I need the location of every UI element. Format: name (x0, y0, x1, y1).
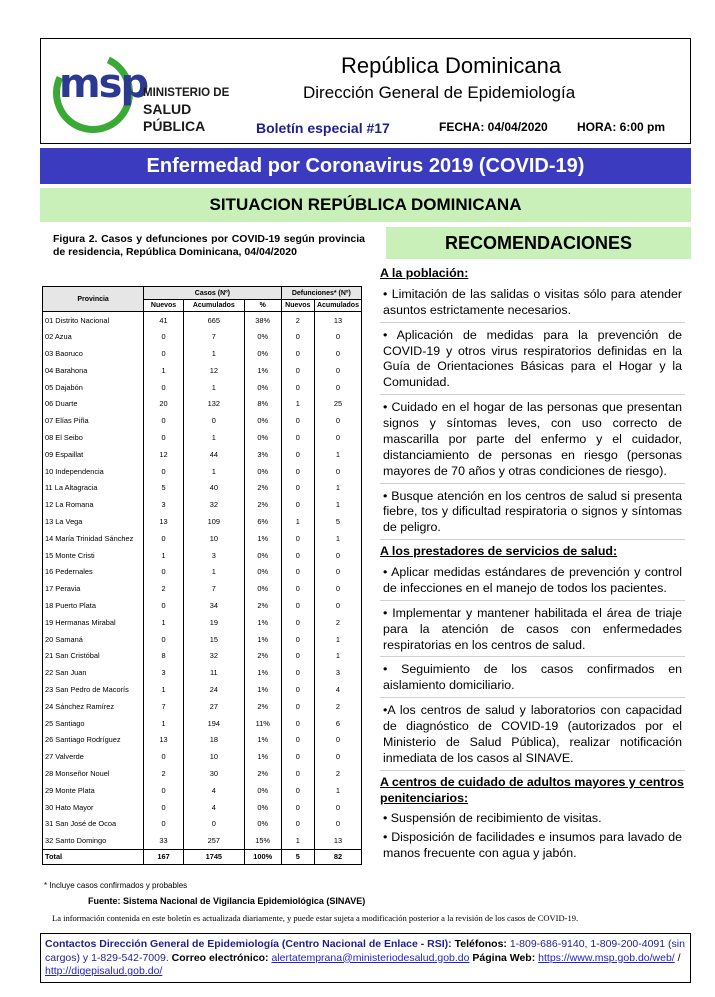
value-cell: 0% (244, 412, 281, 429)
value-cell: 0 (281, 496, 314, 513)
table-row (43, 547, 362, 564)
value-cell: 1 (144, 614, 184, 631)
value-cell: 257 (183, 832, 244, 849)
table-row (43, 395, 362, 412)
province-cell: 23 San Pedro de Macorís (43, 681, 144, 698)
value-cell: 3 (314, 664, 361, 681)
province-cell: 29 Monte Plata (43, 782, 144, 799)
value-cell: 5 (314, 513, 361, 530)
value-cell: 1 (314, 631, 361, 648)
value-cell: 7 (183, 580, 244, 597)
value-cell: 15% (244, 832, 281, 849)
value-cell: 0% (244, 799, 281, 816)
total-def-nuevos: 5 (281, 849, 314, 864)
table-row (43, 362, 362, 379)
table-row (43, 731, 362, 748)
value-cell: 0 (144, 328, 184, 345)
disclaimer: La información contenida en este boletín es actualizada diariamente, y puede estar sujeta a modificación posterior a la revisión de los casos de COVID-19. (52, 913, 579, 923)
province-cell: 24 Sánchez Ramírez (43, 698, 144, 715)
recommendations-panel (380, 262, 685, 863)
table-row (43, 513, 362, 530)
table-row (43, 782, 362, 799)
value-cell: 12 (144, 446, 184, 463)
value-cell: 33 (144, 832, 184, 849)
value-cell: 15 (183, 631, 244, 648)
value-cell: 0 (281, 547, 314, 564)
value-cell: 0 (281, 731, 314, 748)
cases-by-province-table (42, 286, 362, 865)
value-cell: 8 (144, 647, 184, 664)
rec-item: • Seguimiento de los casos confirmados en aislamiento domiciliario. (380, 660, 685, 698)
logo-line1: MINISTERIO DE (143, 87, 230, 99)
value-cell: 13 (314, 832, 361, 849)
value-cell: 32 (183, 496, 244, 513)
province-cell: 08 El Seibo (43, 429, 144, 446)
province-cell: 02 Azua (43, 328, 144, 345)
table-row (43, 832, 362, 849)
value-cell: 0 (314, 362, 361, 379)
value-cell: 30 (183, 765, 244, 782)
sub-nuevos-casos: Nuevos (144, 300, 184, 312)
value-cell: 1 (314, 647, 361, 664)
directorate-title: Dirección General de Epidemiología (303, 83, 576, 102)
table-row (43, 429, 362, 446)
value-cell: 8% (244, 395, 281, 412)
value-cell: 13 (144, 513, 184, 530)
value-cell: 0% (244, 463, 281, 480)
value-cell: 2 (281, 312, 314, 329)
value-cell: 0 (281, 597, 314, 614)
value-cell: 0 (281, 698, 314, 715)
value-cell: 1 (314, 446, 361, 463)
value-cell: 1% (244, 614, 281, 631)
phones-value: 1-809-686-9140, 1-809-200-4091 (sin cargos) y 1-829-542-7009. (45, 938, 685, 964)
value-cell: 10 (183, 530, 244, 547)
value-cell: 1% (244, 681, 281, 698)
table-row (43, 345, 362, 362)
email-link[interactable]: alertatemprana@ministeriodesalud.gob.do (271, 951, 470, 964)
value-cell: 3% (244, 446, 281, 463)
table-row (43, 664, 362, 681)
value-cell: 1% (244, 631, 281, 648)
value-cell: 1 (183, 429, 244, 446)
province-cell: 30 Hato Mayor (43, 799, 144, 816)
rec-section-providers: A los prestadores de servicios de salud: (380, 544, 618, 559)
link-separator: / (677, 951, 681, 964)
value-cell: 0% (244, 547, 281, 564)
value-cell: 0 (314, 563, 361, 580)
table-row (43, 530, 362, 547)
value-cell: 0 (281, 647, 314, 664)
rec-section-elderly-centers: A centros de cuidado de adultos mayores y centros penitenciarios: (380, 774, 684, 805)
value-cell: 109 (183, 513, 244, 530)
value-cell: 0 (281, 479, 314, 496)
value-cell: 0 (314, 815, 361, 832)
value-cell: 0 (144, 429, 184, 446)
value-cell: 40 (183, 479, 244, 496)
value-cell: 0 (281, 715, 314, 732)
value-cell: 0 (144, 748, 184, 765)
total-pct: 100% (244, 849, 281, 864)
value-cell: 0 (144, 563, 184, 580)
value-cell: 0 (314, 412, 361, 429)
value-cell: 0 (281, 563, 314, 580)
value-cell: 0 (314, 748, 361, 765)
value-cell: 0 (314, 379, 361, 396)
table-row (43, 681, 362, 698)
value-cell: 1 (314, 479, 361, 496)
value-cell: 2% (244, 765, 281, 782)
value-cell: 0 (281, 681, 314, 698)
value-cell: 1 (144, 681, 184, 698)
rec-item: • Disposición de facilidades e insumos para lavado de manos frecuente con agua y jabón. (383, 830, 682, 861)
value-cell: 12 (183, 362, 244, 379)
value-cell: 2% (244, 698, 281, 715)
rec-item: • Implementar y mantener habilitada el área de triaje para la atención de casos con enfermedades respiratorias en los centros de salud. (380, 604, 685, 658)
value-cell: 0 (144, 412, 184, 429)
value-cell: 6% (244, 513, 281, 530)
table-row (43, 799, 362, 816)
value-cell: 4 (314, 681, 361, 698)
table-row (43, 597, 362, 614)
table-source: Fuente: Sistema Nacional de Vigilancia Epidemiológica (SINAVE) (88, 896, 366, 906)
value-cell: 1 (281, 395, 314, 412)
table-row (43, 379, 362, 396)
value-cell: 0 (281, 429, 314, 446)
value-cell: 132 (183, 395, 244, 412)
table-row (43, 412, 362, 429)
value-cell: 1 (183, 379, 244, 396)
value-cell: 2% (244, 647, 281, 664)
value-cell: 6 (314, 715, 361, 732)
province-cell: 01 Distrito Nacional (43, 312, 144, 329)
bulletin-number: Boletín especial #17 (256, 120, 390, 136)
province-cell: 05 Dajabón (43, 379, 144, 396)
total-nuevos: 167 (144, 849, 184, 864)
value-cell: 1% (244, 748, 281, 765)
report-date: FECHA: 04/04/2020 (439, 120, 548, 134)
value-cell: 0 (144, 530, 184, 547)
value-cell: 0 (281, 799, 314, 816)
value-cell: 1 (183, 463, 244, 480)
country-title: República Dominicana (341, 53, 562, 78)
value-cell: 1% (244, 530, 281, 547)
table-row (43, 580, 362, 597)
value-cell: 20 (144, 395, 184, 412)
value-cell: 1 (183, 563, 244, 580)
logo-ministerio-text (143, 87, 249, 134)
col-provincia: Provincia (43, 287, 144, 312)
value-cell: 13 (314, 312, 361, 329)
value-cell: 2 (314, 614, 361, 631)
value-cell: 0 (281, 530, 314, 547)
value-cell: 0 (314, 547, 361, 564)
value-cell: 1 (144, 547, 184, 564)
msp-logo (49, 47, 249, 135)
value-cell: 0 (281, 362, 314, 379)
table-row (43, 631, 362, 648)
table-row (43, 765, 362, 782)
table-row (43, 614, 362, 631)
province-cell: 04 Barahona (43, 362, 144, 379)
province-cell: 16 Pedernales (43, 563, 144, 580)
value-cell: 0 (183, 412, 244, 429)
contacts-label: Contactos Dirección General de Epidemiología (Centro Nacional de Enlace - RSI): (45, 938, 452, 950)
logo-line2: SALUD PÚBLICA (143, 100, 206, 134)
web-link-digepi[interactable]: http://digepisalud.gob.do/ (45, 965, 163, 978)
province-cell: 17 Peravia (43, 580, 144, 597)
rec-item: •A los centros de salud y laboratorios con capacidad de diagnóstico de COVID-19 (autorizados por el Ministerio de Salud Pública), realizar notificación inmediata de los casos al SINAVE. (380, 701, 685, 771)
value-cell: 5 (144, 479, 184, 496)
logo-msp-text: msp (59, 61, 148, 107)
value-cell: 0 (144, 463, 184, 480)
value-cell: 4 (183, 799, 244, 816)
value-cell: 2% (244, 479, 281, 496)
value-cell: 1% (244, 362, 281, 379)
value-cell: 7 (183, 328, 244, 345)
province-cell: 22 San Juan (43, 664, 144, 681)
province-cell: 03 Baoruco (43, 345, 144, 362)
web-link-msp[interactable]: https://www.msp.gob.do/web/ (538, 951, 675, 964)
value-cell: 0 (144, 345, 184, 362)
value-cell: 25 (314, 395, 361, 412)
table-footnote: * Incluye casos confirmados y probables (44, 881, 188, 890)
value-cell: 3 (183, 547, 244, 564)
value-cell: 0 (281, 328, 314, 345)
province-cell: 27 Valverde (43, 748, 144, 765)
value-cell: 194 (183, 715, 244, 732)
value-cell: 0 (281, 614, 314, 631)
value-cell: 0 (281, 412, 314, 429)
rec-item: • Busque atención en los centros de salud si presenta fiebre, tos y dificultad respiratoria o signos y síntomas de peligro. (380, 487, 685, 541)
value-cell: 0 (314, 799, 361, 816)
col-defunciones: Defunciones* (Nº) (281, 287, 361, 300)
province-cell: 18 Puerto Plata (43, 597, 144, 614)
value-cell: 0% (244, 580, 281, 597)
province-cell: 12 La Romana (43, 496, 144, 513)
value-cell: 2 (314, 698, 361, 715)
total-acumulados: 1745 (183, 849, 244, 864)
value-cell: 2 (144, 765, 184, 782)
value-cell: 27 (183, 698, 244, 715)
table-row (43, 563, 362, 580)
province-cell: 09 Espaillat (43, 446, 144, 463)
value-cell: 0% (244, 782, 281, 799)
value-cell: 0 (144, 799, 184, 816)
table-row (43, 698, 362, 715)
value-cell: 0 (144, 597, 184, 614)
value-cell: 11 (183, 664, 244, 681)
value-cell: 0 (281, 631, 314, 648)
report-time: HORA: 6:00 pm (577, 120, 666, 134)
rec-item: • Cuidado en el hogar de las personas que presentan signos y síntomas leves, con uso correcto de mascarilla por parte del enfermo y el cuidador, distanciamiento de personas en riesgo (personas mayores de 70 años y otras condiciones de riesgo). (380, 398, 685, 483)
table-row (43, 496, 362, 513)
value-cell: 0 (281, 379, 314, 396)
table-row (43, 312, 362, 329)
value-cell: 0% (244, 379, 281, 396)
value-cell: 1 (281, 832, 314, 849)
figure-title: Figura 2. Casos y defunciones por COVID-19 según provincia de residencia, República Dominicana, 04/04/2020 (53, 233, 365, 258)
value-cell: 10 (183, 748, 244, 765)
province-cell: 10 Independencia (43, 463, 144, 480)
total-label: Total (43, 849, 144, 864)
value-cell: 44 (183, 446, 244, 463)
table-row (43, 815, 362, 832)
value-cell: 13 (144, 731, 184, 748)
value-cell: 0% (244, 429, 281, 446)
province-cell: 11 La Altagracia (43, 479, 144, 496)
value-cell: 0 (144, 631, 184, 648)
rec-item: • Aplicar medidas estándares de prevención y control de infecciones en el manejo de todos los pacientes. (380, 563, 685, 601)
col-casos: Casos (Nº) (144, 287, 282, 300)
value-cell: 3 (144, 496, 184, 513)
value-cell: 0 (144, 379, 184, 396)
value-cell: 1% (244, 731, 281, 748)
value-cell: 0% (244, 328, 281, 345)
value-cell: 0 (314, 597, 361, 614)
value-cell: 1 (314, 496, 361, 513)
value-cell: 0 (281, 463, 314, 480)
province-cell: 31 San José de Ocoa (43, 815, 144, 832)
report-header (40, 38, 691, 144)
rec-item: • Limitación de las salidas o visitas sólo para atender asuntos estrictamente necesarios. (380, 285, 685, 323)
value-cell: 0 (281, 815, 314, 832)
sub-pct: % (244, 300, 281, 312)
value-cell: 0 (281, 748, 314, 765)
value-cell: 18 (183, 731, 244, 748)
value-cell: 0 (281, 580, 314, 597)
rec-section-population: A la población: (380, 266, 469, 280)
disease-banner: Enfermedad por Coronavirus 2019 (COVID-19) (40, 148, 691, 184)
province-cell: 28 Monseñor Nouel (43, 765, 144, 782)
value-cell: 0 (314, 580, 361, 597)
value-cell: 0 (281, 782, 314, 799)
province-cell: 15 Monte Cristi (43, 547, 144, 564)
value-cell: 0% (244, 345, 281, 362)
table-row (43, 647, 362, 664)
province-cell: 06 Duarte (43, 395, 144, 412)
sub-acumulados-casos: Acumulados (183, 300, 244, 312)
value-cell: 0 (281, 345, 314, 362)
province-cell: 13 La Vega (43, 513, 144, 530)
value-cell: 0 (183, 815, 244, 832)
value-cell: 1 (314, 530, 361, 547)
table-row (43, 463, 362, 480)
value-cell: 1 (281, 513, 314, 530)
province-cell: 26 Santiago Rodríguez (43, 731, 144, 748)
value-cell: 41 (144, 312, 184, 329)
province-cell: 14 María Trinidad Sánchez (43, 530, 144, 547)
value-cell: 0 (144, 782, 184, 799)
value-cell: 1 (144, 362, 184, 379)
web-label: Página Web: (472, 951, 536, 964)
value-cell: 24 (183, 681, 244, 698)
value-cell: 0% (244, 815, 281, 832)
table-body (43, 312, 362, 850)
value-cell: 0 (314, 463, 361, 480)
value-cell: 4 (183, 782, 244, 799)
value-cell: 1 (314, 782, 361, 799)
value-cell: 38% (244, 312, 281, 329)
value-cell: 1% (244, 664, 281, 681)
phones-label: Teléfonos: (454, 938, 507, 950)
value-cell: 2 (144, 580, 184, 597)
table-row (43, 446, 362, 463)
table-row (43, 748, 362, 765)
sub-acumulados-def: Acumulados (314, 300, 361, 312)
province-cell: 19 Hermanas Mirabal (43, 614, 144, 631)
sub-nuevos-def: Nuevos (281, 300, 314, 312)
value-cell: 0 (314, 345, 361, 362)
value-cell: 32 (183, 647, 244, 664)
total-def-acumulados: 82 (314, 849, 361, 864)
value-cell: 2% (244, 496, 281, 513)
situation-heading: SITUACION REPÚBLICA DOMINICANA (40, 188, 691, 222)
email-label: Correo electrónico: (171, 951, 269, 964)
province-cell: 07 Elías Piña (43, 412, 144, 429)
value-cell: 0 (314, 429, 361, 446)
province-cell: 21 San Cristóbal (43, 647, 144, 664)
contact-footer (40, 933, 691, 983)
value-cell: 0 (281, 664, 314, 681)
recommendations-heading: RECOMENDACIONES (386, 227, 691, 259)
value-cell: 7 (144, 698, 184, 715)
value-cell: 1 (144, 715, 184, 732)
value-cell: 19 (183, 614, 244, 631)
value-cell: 1 (183, 345, 244, 362)
table-row (43, 328, 362, 345)
value-cell: 34 (183, 597, 244, 614)
province-cell: 32 Santo Domingo (43, 832, 144, 849)
value-cell: 0 (281, 765, 314, 782)
province-cell: 25 Santiago (43, 715, 144, 732)
table-total-row (43, 849, 362, 864)
value-cell: 2% (244, 597, 281, 614)
value-cell: 665 (183, 312, 244, 329)
value-cell: 0 (281, 446, 314, 463)
value-cell: 2 (314, 765, 361, 782)
table-row (43, 479, 362, 496)
value-cell: 3 (144, 664, 184, 681)
value-cell: 0 (144, 815, 184, 832)
rec-item: • Suspensión de recibimiento de visitas. (383, 811, 602, 826)
value-cell: 11% (244, 715, 281, 732)
value-cell: 0 (314, 731, 361, 748)
province-cell: 20 Samaná (43, 631, 144, 648)
value-cell: 0% (244, 563, 281, 580)
value-cell: 0 (314, 328, 361, 345)
table-row (43, 715, 362, 732)
rec-item: • Aplicación de medidas para la prevención de COVID-19 y otros virus respiratorios definidas en la Guía de Orientaciones Básicas para el Hogar y la Comunidad. (380, 326, 685, 396)
